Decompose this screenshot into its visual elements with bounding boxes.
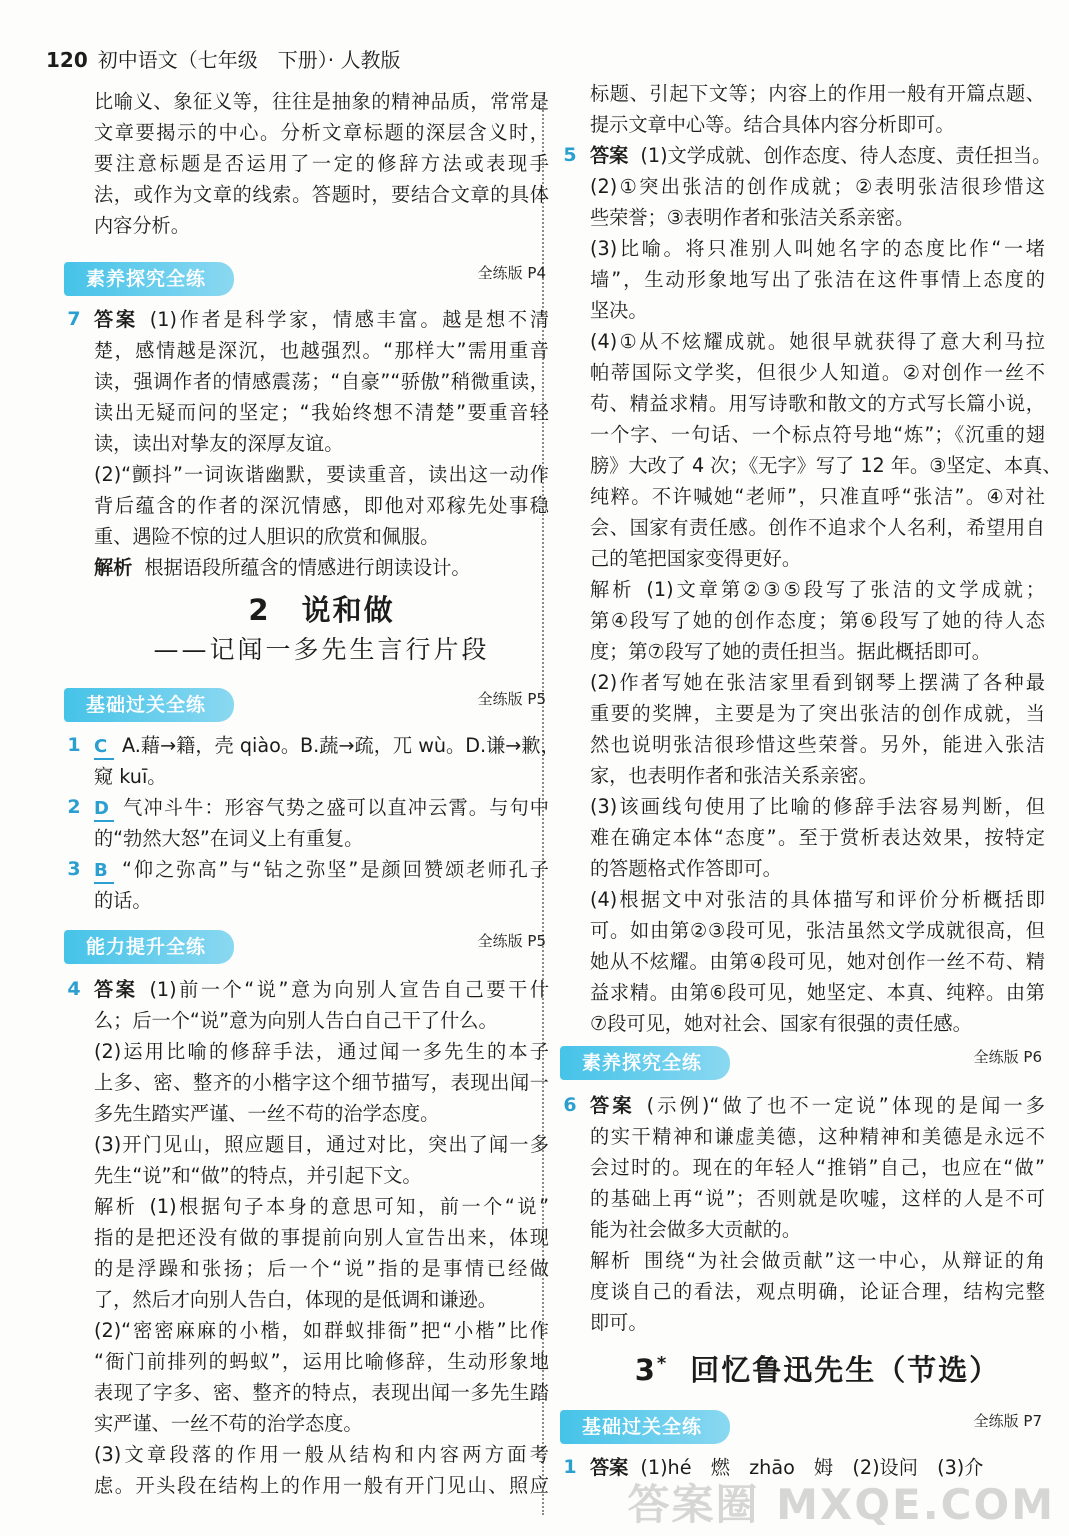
text-line: A.藉→籍，壳 qiào。B.蔬→疏，兀 wù。D.谦→歉， [122,734,560,757]
text-line: 即可。 [590,1311,648,1334]
text-line: (2)①突出张洁的创作成就；②表明张洁很珍惜这 [590,175,1045,198]
text-line: 坚决。 [590,299,648,322]
text-line: (3)比喻。将只准别人叫她名字的态度比作“一堵 [590,237,1045,260]
section-banner-jichu [64,688,550,722]
section-banner-jichu-2 [560,1410,1046,1444]
text-line: 墙”，生动形象地写出了张洁在这件事情上态度的 [590,268,1045,291]
text-line: (3)开门见山，照应题目，通过对比，突出了闻一多 [94,1133,549,1156]
text-line: 的答题格式作答即可。 [590,857,782,880]
text-line: 苟、精益求精。用写诗歌和散文的方式写长篇小说， [590,392,1045,415]
text-line: 的是浮躁和张扬；后一个“说”指的是事情已经做 [94,1257,549,1280]
text-line: (4)根据文中对张洁的具体描写和评价分析概括即 [590,888,1045,911]
text-line: (1)文章第②③⑤段写了张洁的文学成就； [646,578,1045,601]
answer-choice: C [94,736,114,760]
question-6 [563,1090,1045,1338]
text-line: 上多、密、整齐的小楷字这个细节描写，表现出闻一 [94,1071,549,1094]
banner-label: 素养探究全练 [560,1046,730,1080]
section-banner-suyang [64,262,550,296]
answer-choice: D [94,798,114,822]
text-line: 根据语段所蕴含的情感进行朗读设计。 [144,556,471,579]
text-line: 的“勃然大怒”在词义上有重复。 [94,827,364,850]
text-line: (2)“颤抖”一词诙谐幽默，要读重音，读出这一动作 [94,463,549,486]
section-banner-nengli [64,930,550,964]
text-line: 第④段写了她的创作态度；第⑥段写了她的待人态 [590,609,1045,632]
text-line: 多先生踏实严谨、一丝不苟的治学态度。 [94,1102,440,1125]
text-line: 么；后一个“说”意为向别人告白自己干了什么。 [94,1009,498,1032]
text-line: 的话。 [94,889,152,912]
text-line: 背后蕴含的作者的深沉情感，即他对邓稼先处事稳 [94,494,549,517]
text-line: 己的笔把国家变得更好。 [590,547,802,570]
text-line: 读，强调作者的情感震荡；“自豪”“骄傲”稍微重读， [94,370,549,393]
text-line: 气冲斗牛：形容气势之盛可以直冲云霄。与句中 [122,796,549,819]
analysis-label: 解析 [94,1195,138,1218]
answer-choice: B [94,860,114,884]
section-banner-suyang-2 [560,1046,1046,1080]
question-number: 2 [67,796,81,818]
book-title: 初中语文（七年级 下册）· 人教版 [97,48,401,72]
continued-analysis [590,78,1045,140]
watermark: 答案圈 MXQE.COM [627,1480,1055,1529]
page-header [46,42,400,78]
banner-page-ref: 全练版 P6 [973,1048,1042,1066]
banner-page-ref: 全练版 P5 [477,932,546,950]
text-line: (示例)“做了也不一定说”体现的是闻一多 [646,1094,1045,1117]
optional-star: * [656,1353,669,1375]
text-line: (2)运用比喻的修辞手法，通过闻一多先生的本子 [94,1040,549,1063]
answer-label: 答案 [94,978,138,1001]
text-line: 益求精。由第⑥段可见，她坚定、本真、纯粹。由第 [590,981,1045,1004]
analysis-label: 解析 [590,1249,633,1272]
banner-label: 能力提升全练 [64,930,234,964]
text-line: (1)文学成就、创作态度、待人态度、责任担当。 [640,144,1052,167]
text-line: 然也说明张洁很珍惜这些荣誉。另外，能进入张洁 [590,733,1045,756]
question-number: 7 [67,308,81,330]
section-title: 2 说和做 [248,593,395,627]
banner-page-ref: 全练版 P7 [973,1412,1042,1430]
text-line: 提示文章中心等。结合具体内容分析即可。 [590,113,955,136]
text-line: 些荣誉；③表明作者和张洁关系亲密。 [590,206,915,229]
text-line: 会、国家有责任感。创作不追求个人名利，希望用自 [590,516,1045,539]
text-line: “衙门前排列的蚂蚁”，运用比喻修辞，生动形象地 [94,1350,549,1373]
text-line: (1)作者是科学家，情感丰富。越是想不清 [149,308,550,331]
text-line: 读出无疑而问的坚定；“我始终想不清楚”要重音轻 [94,401,549,424]
question-number: 5 [563,144,577,166]
text-line: 指的是把还没有做的事提前向别人宣告出来，体现 [94,1226,549,1249]
question-number: 4 [67,978,81,1000]
question-2 [67,792,549,854]
section-title-text: 回忆鲁迅先生（节选） [690,1353,1001,1387]
question-number: 3 [67,858,81,880]
text-line: (2)作者写她在张洁家里看到钢琴上摆满了各种最 [590,671,1045,694]
text-line: 读，读出对挚友的深厚友谊。 [94,432,344,455]
text-line: 帕蒂国际文学奖，但很少人知道。②对创作一丝不 [590,361,1045,384]
text-line: (2)“密密麻麻的小楷，如群蚁排衙”把“小楷”比作 [94,1319,549,1342]
text-line: 先生“说”和“做”的特点，并引起下文。 [94,1164,422,1187]
text-line: 能为社会做多大贡献的。 [590,1218,802,1241]
section-title-3 [590,1348,1045,1389]
text-line: (3)文章段落的作用一般从结构和内容两方面考 [94,1443,549,1466]
text-line: “仰之弥高”与“钻之弥坚”是颜回赞颂老师孔子 [122,858,549,881]
text-line: (1)前一个“说”意为向别人宣告自己要干什 [149,978,550,1001]
section-number: 3 [634,1353,657,1387]
text-line: 实严谨、一丝不苟的治学态度。 [94,1412,363,1435]
text-line: 内容分析。 [94,214,190,237]
text-line: 的基础上再“说”；否则就是吹嘘，这样的人是不可 [590,1187,1045,1210]
text-line: 了，然后才向别人告白，体现的是低调和谦逊。 [94,1288,497,1311]
text-line: 标题、引起下文等；内容上的作用一般有开篇点题、 [590,82,1045,105]
banner-page-ref: 全练版 P4 [477,264,546,282]
text-line: 她从不炫耀。由第④段可见，她对创作一丝不苟、精 [590,950,1045,973]
banner-label: 基础过关全练 [64,688,234,722]
text-line: 重要的奖牌，主要是为了突出张洁的创作成就，当 [590,702,1045,725]
page-number: 120 [46,48,88,72]
text-line: 楚，感情越是深沉，也越强烈。“那样大”需用重音 [94,339,549,362]
text-line: (1)根据句子本身的意思可知，前一个“说” [149,1195,550,1218]
analysis-label: 解析 [590,578,635,601]
text-line: 的实干精神和谦虚美德，这种精神和美德是永远不 [590,1125,1045,1148]
text-line: 会过时的。现在的年轻人“推销”自己，也应在“做” [590,1156,1045,1179]
question-7 [67,304,550,583]
answer-label: 答案 [590,1456,629,1479]
answer-label: 答案 [590,144,629,167]
text-line: (3)该画线句使用了比喻的修辞手法容易判断，但 [590,795,1045,818]
text-line: 家，也表明作者和张洁关系亲密。 [590,764,878,787]
text-line: 要注意标题是否运用了一定的修辞方法或表现手 [94,152,549,175]
text-line: 文章要揭示的中心。分析文章标题的深层含义时， [94,121,549,144]
question-number: 1 [67,734,81,756]
question-4 [67,974,550,1501]
text-line: 虑。开头段在结构上的作用一般有开门见山、照应 [94,1474,549,1497]
text-line: 度；第⑦段写了她的责任担当。据此概括即可。 [590,640,991,663]
text-line: 一个字、一句话、一个标点符号地“炼”；《沉重的翅 [590,423,1045,446]
question-3 [67,854,549,916]
section-subtitle: ——记闻一多先生言行片段 [153,635,490,664]
text-line: 表现了字多、密、整齐的特点，表现出闻一多先生踏 [94,1381,549,1404]
text-line: 重、遇险不惊的过人胆识的欣赏和佩服。 [94,525,440,548]
banner-label: 素养探究全练 [64,262,234,296]
question-number: 6 [563,1094,577,1116]
banner-label: 基础过关全练 [560,1410,730,1444]
text-line: 可。如由第②③段可见，张洁虽然文学成就很高，但 [590,919,1045,942]
answer-label: 答案 [94,308,138,331]
text-line: 度谈自己的看法，观点明确，论证合理，结构完整 [590,1280,1045,1303]
question-number: 1 [563,1456,577,1478]
text-line: 难在确定本体“态度”。至于赏析表达效果，按特定 [590,826,1045,849]
text-line: 比喻义、象征义等，往往是抽象的精神品质，常常是 [94,90,549,113]
answer-label: 答案 [590,1094,635,1117]
question-1 [67,730,560,792]
analysis-label: 解析 [94,556,133,579]
text-line: (4)①从不炫耀成就。她很早就获得了意大利马拉 [590,330,1045,353]
question-5 [563,140,1062,1039]
text-line: ⑦段可见，她对社会、国家有很强的责任感。 [590,1012,972,1035]
text-line: 膀》大改了 4 次；《无字》写了 12 年。③坚定、本真、 [590,454,1062,477]
intro-paragraph [94,86,549,241]
text-line: (1)hé 燃 zhāo 姆 (2)设问 (3)介 [640,1456,984,1479]
text-line: 纯粹。不许喊她“老师”，只准直呼“张洁”。④对社 [590,485,1045,508]
text-line: 窥 kuī。 [94,765,167,788]
text-line: 法，或作为文章的线索。答题时，要结合文章的具体 [94,183,549,206]
text-line: 围绕“为社会做贡献”这一中心，从辩证的角 [644,1249,1045,1272]
banner-page-ref: 全练版 P5 [477,690,546,708]
